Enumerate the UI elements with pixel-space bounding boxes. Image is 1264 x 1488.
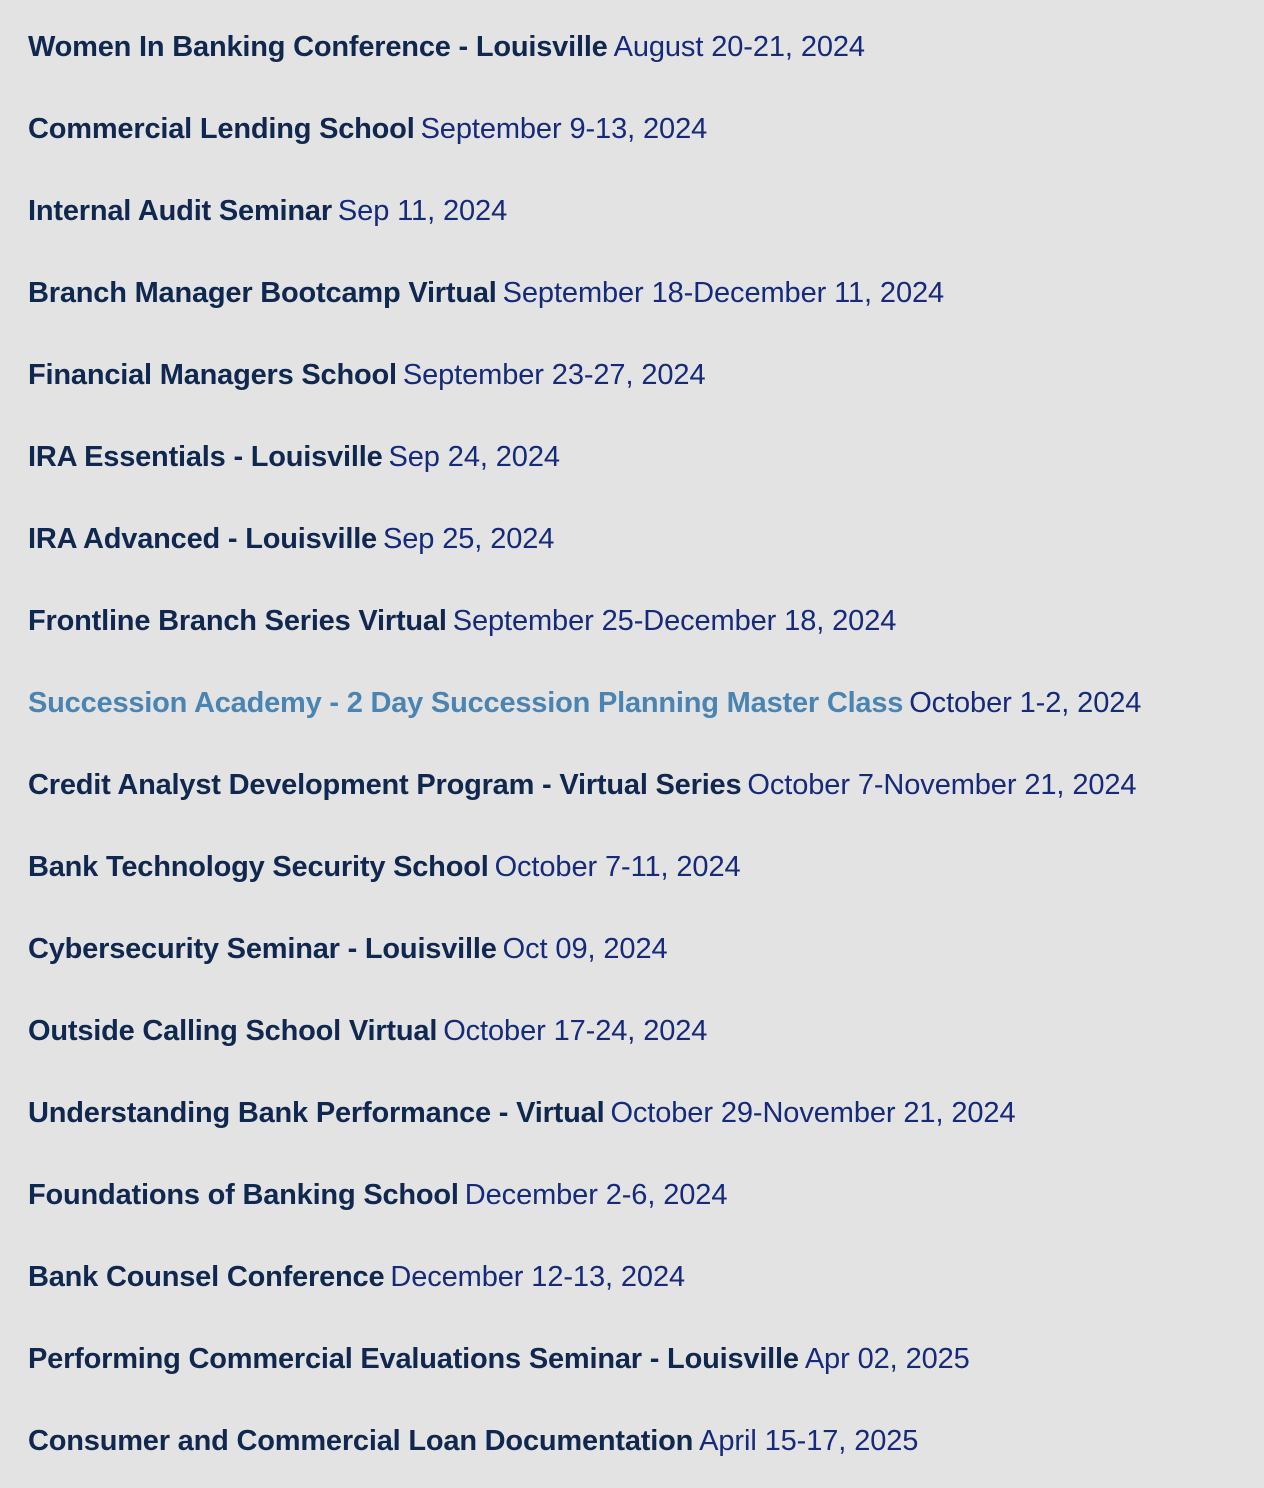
list-item xyxy=(28,683,1141,723)
event-date: October 7-November 21, 2024 xyxy=(747,769,1137,801)
event-date: Sep 25, 2024 xyxy=(382,523,555,555)
list-item xyxy=(28,1339,970,1379)
list-item xyxy=(28,1257,685,1297)
list-item xyxy=(28,273,944,313)
list-item xyxy=(28,1093,1015,1133)
event-date: October 7-11, 2024 xyxy=(494,851,741,883)
list-item xyxy=(28,27,865,67)
event-link-cybersecurity[interactable]: Cybersecurity Seminar - Louisville xyxy=(28,933,497,965)
event-link-succession-academy[interactable]: Succession Academy - 2 Day Succession Planning Master Class xyxy=(28,687,904,719)
event-link-credit-analyst[interactable]: Credit Analyst Development Program - Virtual Series xyxy=(28,769,742,801)
event-date: Sep 11, 2024 xyxy=(337,195,508,227)
list-item xyxy=(28,1175,727,1215)
event-date: October 29-November 21, 2024 xyxy=(610,1097,1016,1129)
list-item xyxy=(28,437,560,477)
event-link-commercial-evaluations[interactable]: Performing Commercial Evaluations Seminar - Louisville xyxy=(28,1343,799,1375)
event-date: December 2-6, 2024 xyxy=(464,1179,728,1211)
event-link-bank-technology-security[interactable]: Bank Technology Security School xyxy=(28,851,489,883)
event-date: April 15-17, 2025 xyxy=(699,1425,919,1457)
list-item xyxy=(28,355,706,395)
event-link-ira-essentials[interactable]: IRA Essentials - Louisville xyxy=(28,441,383,473)
event-date: October 1-2, 2024 xyxy=(909,687,1142,719)
event-link-outside-calling[interactable]: Outside Calling School Virtual xyxy=(28,1015,438,1047)
event-date: Apr 02, 2025 xyxy=(804,1343,970,1375)
event-link-loan-documentation[interactable]: Consumer and Commercial Loan Documentation xyxy=(28,1425,694,1457)
event-date: September 18-December 11, 2024 xyxy=(502,277,945,309)
event-link-women-in-banking[interactable]: Women In Banking Conference - Louisville xyxy=(28,31,608,63)
event-link-commercial-lending[interactable]: Commercial Lending School xyxy=(28,113,415,145)
list-item xyxy=(28,929,668,969)
list-item xyxy=(28,1011,707,1051)
event-link-foundations-banking[interactable]: Foundations of Banking School xyxy=(28,1179,459,1211)
list-item xyxy=(28,191,507,231)
event-link-branch-manager-bootcamp[interactable]: Branch Manager Bootcamp Virtual xyxy=(28,277,497,309)
event-date: October 17-24, 2024 xyxy=(443,1015,708,1047)
event-date: September 25-December 18, 2024 xyxy=(452,605,897,637)
list-item xyxy=(28,601,896,641)
list-item xyxy=(28,1421,918,1461)
event-link-financial-managers[interactable]: Financial Managers School xyxy=(28,359,397,391)
list-item xyxy=(28,847,741,887)
event-date: September 23-27, 2024 xyxy=(402,359,706,391)
event-link-frontline-branch[interactable]: Frontline Branch Series Virtual xyxy=(28,605,447,637)
event-date: Sep 24, 2024 xyxy=(388,441,560,473)
list-item xyxy=(28,109,707,149)
event-link-bank-counsel[interactable]: Bank Counsel Conference xyxy=(28,1261,385,1293)
list-item xyxy=(28,519,554,559)
list-item xyxy=(28,765,1136,805)
event-date: Oct 09, 2024 xyxy=(502,933,668,965)
event-date: August 20-21, 2024 xyxy=(613,31,865,63)
event-date: September 9-13, 2024 xyxy=(420,113,708,145)
event-date: December 12-13, 2024 xyxy=(390,1261,686,1293)
event-link-bank-performance[interactable]: Understanding Bank Performance - Virtual xyxy=(28,1097,605,1129)
event-link-ira-advanced[interactable]: IRA Advanced - Louisville xyxy=(28,523,377,555)
event-link-internal-audit[interactable]: Internal Audit Seminar xyxy=(28,195,332,227)
